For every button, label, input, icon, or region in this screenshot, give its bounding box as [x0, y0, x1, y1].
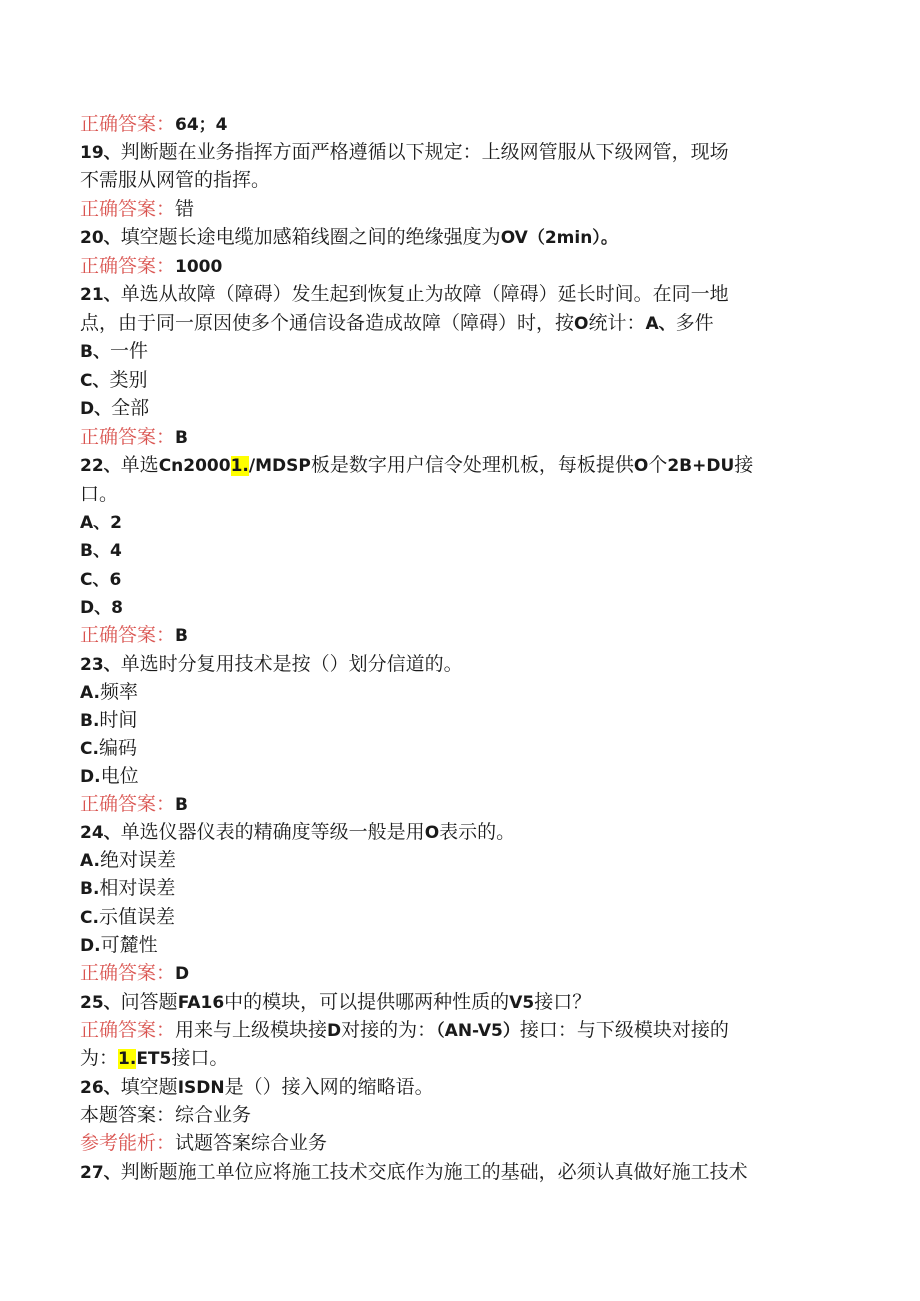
- q23-answer-line: [80, 790, 840, 818]
- option-text: 频率: [99, 681, 138, 703]
- option-label: A、: [645, 314, 676, 334]
- answer-label: 正确答案：: [80, 624, 176, 646]
- answer-value: 1000: [175, 257, 223, 277]
- option-text: 8: [111, 598, 123, 618]
- q21-question: [80, 280, 840, 308]
- analysis-label: 参考能析：: [80, 1132, 176, 1154]
- question-number: 22、: [80, 456, 121, 476]
- answer-value: B: [175, 795, 188, 815]
- answer-text: 接口：与下级模块对接的: [519, 1019, 729, 1041]
- question-text: 中的模块，可以提供哪两种性质的: [224, 991, 510, 1013]
- question-text: 填空题长途电缆加感箱线圈之间的绝缘强度为: [120, 226, 501, 248]
- option-text: 相对误差: [99, 877, 176, 899]
- q21-option-b: [80, 337, 840, 365]
- answer-text-bold: D: [327, 1021, 342, 1041]
- option-text: 2: [110, 513, 123, 533]
- question-text: 不需服从网管的指挥。: [80, 169, 271, 191]
- question-text: 口。: [80, 483, 119, 505]
- question-number: 27、: [80, 1163, 121, 1183]
- question-text-bold: OV（2min）: [500, 228, 601, 248]
- q23-option-d: [80, 762, 840, 790]
- q22-option-b: [80, 536, 840, 564]
- q26-answer-line: [80, 1101, 840, 1129]
- option-label: A.: [80, 851, 100, 871]
- question-number: 24、: [80, 823, 121, 843]
- q27-question: [80, 1158, 840, 1186]
- option-text: 可麓性: [100, 934, 158, 956]
- q25-answer-line: [80, 1016, 840, 1044]
- answer-text: 为：: [80, 1047, 119, 1069]
- question-text: 单选: [120, 454, 159, 476]
- option-text: 4: [109, 541, 122, 561]
- question-text-bold: 。: [600, 228, 618, 248]
- option-text: 示值误差: [98, 906, 175, 928]
- q18-answer-line: [80, 110, 840, 138]
- q19-question-cont: [80, 166, 840, 194]
- question-text: 单选从故障（障碍）发生起到恢复止为故障（障碍）延长时间。在同一地: [120, 283, 729, 305]
- question-number: 23、: [80, 655, 121, 675]
- option-label: D.: [80, 936, 101, 956]
- question-text: 单选时分复用技术是按（）划分信道的。: [120, 653, 463, 675]
- question-text: 接口？: [534, 991, 592, 1013]
- q22-option-d: [80, 593, 840, 621]
- question-text: 是（）接入网的缩略语。: [224, 1076, 434, 1098]
- option-text: 时间: [99, 709, 138, 731]
- q24-question: [80, 818, 840, 846]
- highlighted-text: 1.: [230, 456, 249, 476]
- answer-label: 正确答案：: [80, 1019, 176, 1041]
- option-label: C.: [80, 739, 99, 759]
- question-number: 26、: [80, 1078, 121, 1098]
- question-text: 板是数字用户信令处理机板，每板提供: [310, 454, 634, 476]
- answer-label: 正确答案：: [80, 793, 176, 815]
- q23-question: [80, 650, 840, 678]
- question-text: 表示的。: [439, 821, 516, 843]
- option-label: D、: [80, 598, 112, 618]
- q26-question: [80, 1073, 840, 1101]
- option-text: 一件: [109, 340, 148, 362]
- q20-question: [80, 223, 840, 251]
- q26-analysis-line: [80, 1129, 840, 1157]
- q24-option-b: [80, 874, 840, 902]
- option-text: 类别: [109, 369, 148, 391]
- answer-text-bold: （AN-V5）: [436, 1021, 520, 1041]
- question-text-bold: O: [424, 823, 440, 843]
- question-text-bold: /MDSP: [248, 456, 311, 476]
- option-label: C、: [80, 570, 110, 590]
- question-text: 问答题: [120, 991, 178, 1013]
- q19-question: [80, 138, 840, 166]
- answer-label: 本题答案：: [80, 1104, 176, 1126]
- q21-option-c: [80, 366, 840, 394]
- question-text: 接: [734, 454, 754, 476]
- option-label: B.: [80, 879, 100, 899]
- option-text: 6: [109, 570, 122, 590]
- question-text: 点，由于同一原因使多个通信设备造成故障（障碍）时，按: [80, 312, 575, 334]
- answer-text: 接口。: [171, 1047, 229, 1069]
- option-text: 全部: [111, 397, 150, 419]
- question-text: 判断题在业务指挥方面严格遵循以下规定：上级网管服从下级网管，现场: [120, 141, 729, 163]
- question-text-bold: V5: [509, 993, 535, 1013]
- q23-option-b: [80, 706, 840, 734]
- question-text-bold: O: [574, 314, 589, 334]
- q22-option-c: [80, 565, 840, 593]
- option-label: A.: [80, 683, 100, 703]
- answer-label: 正确答案：: [80, 113, 176, 135]
- answer-value: B: [175, 626, 188, 646]
- question-text: 个: [648, 454, 668, 476]
- q22-question: [80, 451, 840, 479]
- option-label: A、: [80, 513, 111, 533]
- option-label: D、: [80, 399, 112, 419]
- question-number: 25、: [80, 993, 121, 1013]
- answer-text: 用来与上级模块接: [175, 1019, 328, 1041]
- option-label: B、: [80, 342, 110, 362]
- answer-value: 64；4: [175, 115, 228, 135]
- option-text: 编码: [98, 737, 137, 759]
- option-label: C.: [80, 908, 99, 928]
- question-text-bold: FA16: [177, 993, 225, 1013]
- question-text-bold: Cn2000: [158, 456, 231, 476]
- q25-question: [80, 988, 840, 1016]
- q24-option-d: [80, 931, 840, 959]
- question-text: 填空题: [120, 1076, 178, 1098]
- option-label: B、: [80, 541, 110, 561]
- question-text: 单选仪器仪表的精确度等级一般是用: [120, 821, 425, 843]
- analysis-value: 试题答案综合业务: [175, 1132, 328, 1154]
- answer-label: 正确答案：: [80, 255, 176, 277]
- q19-answer-line: [80, 195, 840, 223]
- q21-option-d: [80, 394, 840, 422]
- question-number: 21、: [80, 285, 121, 305]
- q22-answer-line: [80, 621, 840, 649]
- q23-option-a: [80, 678, 840, 706]
- option-text: 电位: [100, 765, 139, 787]
- option-text: 绝对误差: [99, 849, 176, 871]
- question-text: 统计：: [588, 312, 646, 334]
- q20-answer-line: [80, 252, 840, 280]
- question-number: 20、: [80, 228, 121, 248]
- answer-value: 综合业务: [175, 1104, 252, 1126]
- answer-value: D: [175, 964, 190, 984]
- option-label: C、: [80, 371, 110, 391]
- answer-value: 错: [175, 198, 195, 220]
- q24-answer-line: [80, 959, 840, 987]
- highlighted-text: 1.: [118, 1049, 137, 1069]
- answer-label: 正确答案：: [80, 962, 176, 984]
- answer-text-bold: ET5: [136, 1049, 172, 1069]
- question-number: 19、: [80, 143, 121, 163]
- option-label: D.: [80, 767, 101, 787]
- answer-value: B: [175, 428, 188, 448]
- q24-option-a: [80, 846, 840, 874]
- question-text-bold: ISDN: [177, 1078, 225, 1098]
- question-text-bold: O: [633, 456, 649, 476]
- q22-option-a: [80, 508, 840, 536]
- q22-question-cont: [80, 480, 840, 508]
- q23-option-c: [80, 734, 840, 762]
- q25-answer-cont: [80, 1044, 840, 1072]
- question-text-bold: 2B+DU: [667, 456, 735, 476]
- option-label: B.: [80, 711, 100, 731]
- question-text: 判断题施工单位应将施工技术交底作为施工的基础，必须认真做好施工技术: [120, 1161, 748, 1183]
- answer-label: 正确答案：: [80, 198, 176, 220]
- q24-option-c: [80, 903, 840, 931]
- answer-text: 对接的为：: [341, 1019, 437, 1041]
- q21-answer-line: [80, 423, 840, 451]
- answer-label: 正确答案：: [80, 426, 176, 448]
- option-text: 多件: [675, 312, 714, 334]
- q21-question-cont: [80, 309, 840, 337]
